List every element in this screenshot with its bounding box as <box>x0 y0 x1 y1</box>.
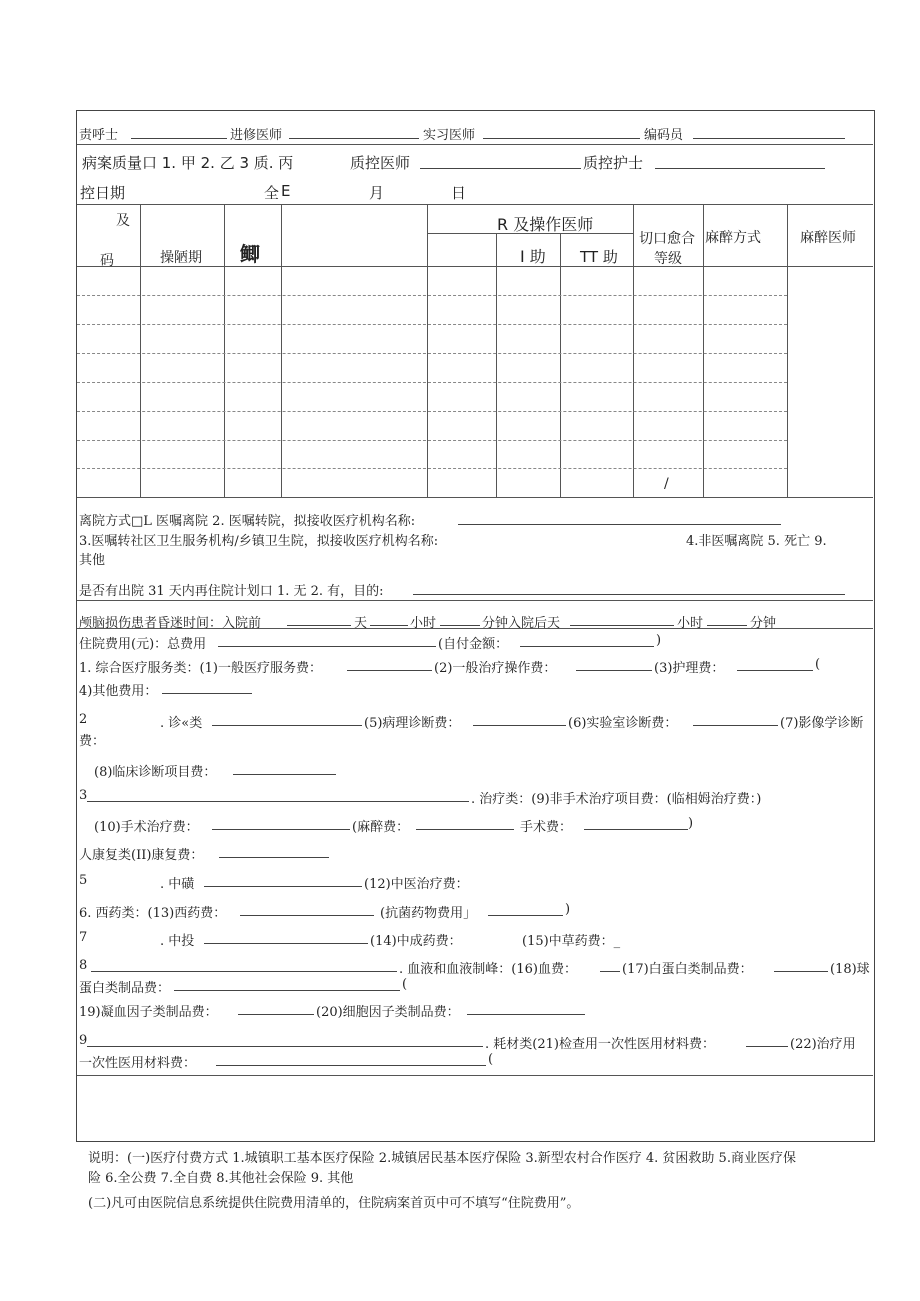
col-sep-1 <box>140 204 141 497</box>
clinical-diagnosis-fee[interactable] <box>233 774 336 775</box>
qc-doctor-field[interactable] <box>420 168 581 169</box>
coma-after-days[interactable] <box>570 625 674 626</box>
coma-day-unit: 天 <box>354 616 368 631</box>
col-sep-2 <box>224 204 225 497</box>
coma-hour-unit: 小时 <box>410 616 437 631</box>
cat7-label: . 中投 <box>160 934 195 949</box>
item18-cont: 蛋白类制品费： <box>79 981 171 996</box>
col-sep-4 <box>427 204 428 497</box>
col-header-assist1: I 助 <box>520 247 546 266</box>
surgery-fee-label: 手术费： <box>520 820 573 835</box>
item17-label: (17)白蛋白类制品费： <box>622 962 753 977</box>
cat5-number: 5 <box>79 873 88 888</box>
col-header-anesthesiologist: 麻醉医师 <box>800 230 856 246</box>
total-cost-label: 住院费用(元)：总费用 <box>79 637 207 652</box>
other-fee[interactable] <box>162 693 252 694</box>
antibiotic-fee[interactable] <box>488 915 563 916</box>
qc-date-year: 全 <box>264 184 280 202</box>
coagulation-fee[interactable] <box>238 1014 314 1015</box>
table-row[interactable] <box>77 382 787 383</box>
self-pay-close: ) <box>656 633 662 648</box>
coma-after-hours[interactable] <box>707 625 747 626</box>
cat3-number: 3 <box>79 788 88 803</box>
blood-fee[interactable] <box>600 971 620 972</box>
treatment-material-fee[interactable] <box>216 1065 486 1066</box>
qc-date-day: 日 <box>451 184 467 202</box>
antibiotic-label: (抗菌药物费用」 <box>380 906 477 921</box>
qc-nurse-label: 质控护士 <box>583 154 644 172</box>
cat9-field[interactable] <box>87 1046 483 1047</box>
item22-tail: ( <box>488 1052 494 1067</box>
cat7-number: 7 <box>79 930 88 945</box>
surgery-fee-close: ) <box>688 816 694 831</box>
table-row[interactable] <box>77 353 787 354</box>
albumin-fee[interactable] <box>774 971 828 972</box>
item18-tail: ( <box>402 977 408 992</box>
col-sep-7 <box>633 204 634 497</box>
anesthesia-fee[interactable] <box>416 829 514 830</box>
coma-before-days[interactable] <box>287 625 351 626</box>
slash-mark: / <box>664 476 669 492</box>
table-bottom-border <box>77 497 873 498</box>
table-row[interactable] <box>77 324 787 325</box>
item4-label: 4)其他费用： <box>79 684 158 699</box>
item7-label: (7)影像学诊断 <box>780 716 864 731</box>
lab-fee[interactable] <box>693 725 778 726</box>
qc-date-label: 控日期 <box>80 184 126 202</box>
rehab-fee[interactable] <box>219 857 329 858</box>
total-cost-field[interactable] <box>218 646 436 647</box>
divider <box>77 628 873 629</box>
general-service-fee[interactable] <box>347 670 432 671</box>
divider <box>77 144 873 145</box>
intern-doctor-field[interactable] <box>483 138 640 139</box>
antibiotic-close: ) <box>565 902 571 917</box>
col-header-operator-group: R 及操作医师 <box>497 215 594 234</box>
western-drug-fee[interactable] <box>240 915 374 916</box>
cat9-number: 9 <box>79 1033 88 1048</box>
cat5-label: . 中磺 <box>160 877 195 892</box>
item12-label: (12)中医治疗费： <box>364 877 469 892</box>
coma-hour2-unit: 小时 <box>677 616 704 631</box>
table-row[interactable] <box>77 468 787 469</box>
cat4-label: 人康复类(II)康复费： <box>79 848 204 863</box>
self-pay-field[interactable] <box>520 646 654 647</box>
coma-min2-unit: 分钟 <box>750 616 777 631</box>
diagnosis-fee[interactable] <box>212 725 362 726</box>
pathology-fee[interactable] <box>473 725 566 726</box>
cat2-label: . 诊«类 <box>160 716 203 731</box>
trainee-doctor-field[interactable] <box>289 138 419 139</box>
head-nurse-label: 责呼士 <box>79 128 119 143</box>
col-sep-3 <box>281 204 282 497</box>
col-header-code-top: 及 <box>116 213 130 229</box>
col-sep-6 <box>560 233 561 497</box>
cat9-label: . 耗材类(21)检查用一次性医用材料费： <box>485 1037 715 1052</box>
col-header-code-bottom: 码 <box>100 253 114 269</box>
surgery-fee[interactable] <box>584 829 688 830</box>
cat6-label: 6. 西药类：(13)西药费： <box>79 906 227 921</box>
discharge-other-options: 4.非医嘱离院 5. 死亡 9. <box>686 534 827 549</box>
trainee-doctor-label: 进修医师 <box>230 128 283 143</box>
cat8-label: . 血液和血液制峰：(16)血费： <box>399 962 577 977</box>
item5-label: (5)病理诊断费： <box>364 716 461 731</box>
note-payment-methods: 说明：(一)医疗付费方式 1.城镇职工基本医疗保险 2.城镇居民基本医疗保险 3.新型农村合作医疗 4. 贫困救助 5.商业医疗保 <box>88 1151 796 1166</box>
cat8-field[interactable] <box>91 971 397 972</box>
qc-doctor-label: 质控医师 <box>350 154 411 172</box>
readmission-purpose-field[interactable] <box>413 594 845 595</box>
col-header-level: 鲫 <box>240 242 260 266</box>
quality-grade-label: 病案质量口 1. 甲 2. 乙 3 质. 丙 <box>82 154 294 172</box>
col-sep-5 <box>496 233 497 497</box>
table-row[interactable] <box>77 440 787 441</box>
table-top-border <box>77 204 873 205</box>
tcm-fee[interactable] <box>204 886 362 887</box>
item3-tail: ( <box>815 657 821 672</box>
item22-label: (22)治疗用 <box>790 1037 856 1052</box>
cytokine-fee[interactable] <box>467 1014 585 1015</box>
tcm-drug-fee[interactable] <box>204 943 368 944</box>
qc-date-month: 月 <box>369 184 385 202</box>
col-header-incision-line1: 切口愈合 <box>639 231 695 247</box>
item6-label: (6)实验室诊断费： <box>568 716 678 731</box>
cat1-label: 1. 综合医疗服务类：(1)一般医疗服务费： <box>79 661 322 676</box>
globulin-fee[interactable] <box>174 990 400 991</box>
divider <box>77 600 873 601</box>
item3-label: (3)护理费： <box>654 661 725 676</box>
coma-time-label: 颅脑损伤患者昏迷时间：入院前 <box>79 616 262 631</box>
note-payment-methods-cont: 险 6.全公费 7.全自费 8.其他社会保险 9. 其他 <box>88 1171 354 1186</box>
coder-field[interactable] <box>693 138 845 139</box>
head-nurse-field[interactable] <box>131 138 227 139</box>
item19-label: 19)凝血因子类制品费： <box>79 1005 218 1020</box>
col-header-anesthesia-method: 麻醉方式 <box>705 230 761 246</box>
item15-label: (15)中草药费：_ <box>522 934 621 949</box>
item8-label: (8)临床诊断项目费： <box>94 765 217 780</box>
transfer-institution-field[interactable] <box>458 524 781 525</box>
readmission-plan: 是否有出院 31 天内再住院计划口 1. 无 2. 有，目的: <box>79 584 384 599</box>
discharge-community: 3.医嘱转社区卫生服务机构/乡镇卫生院，拟接收医疗机构名称: <box>79 534 439 549</box>
table-row[interactable] <box>77 411 787 412</box>
general-treatment-fee[interactable] <box>576 670 652 671</box>
coma-after-label: 分钟入院后天 <box>482 616 561 631</box>
intern-doctor-label: 实习医师 <box>423 128 476 143</box>
item14-label: (14)中成药费： <box>370 934 462 949</box>
col-header-date: 操陋期 <box>160 250 202 266</box>
cat8-number: 8 <box>79 958 88 973</box>
cat3-field[interactable] <box>87 801 469 802</box>
nursing-fee[interactable] <box>737 670 813 671</box>
item20-label: (20)细胞因子类制品费： <box>316 1005 460 1020</box>
item7-cont: 费： <box>79 734 106 749</box>
item2-label: (2)一般治疗操作费： <box>434 661 557 676</box>
col-header-assist2: TT 助 <box>580 248 618 266</box>
col-sep-8 <box>703 204 704 497</box>
surgery-treatment-fee[interactable] <box>212 829 350 830</box>
qc-date-e: E <box>281 182 291 200</box>
exam-material-fee[interactable] <box>746 1046 788 1047</box>
anesthesia-fee-label: (麻醉费： <box>352 820 410 835</box>
discharge-other: 其他 <box>79 553 106 568</box>
note-cost-list: (二)凡可由医院信息系统提供住院费用清单的，住院病案首页中可不填写“住院费用”。 <box>88 1196 580 1211</box>
item18-label: (18)球 <box>830 962 870 977</box>
col-header-incision-line2: 等级 <box>654 251 682 267</box>
item10-label: (10)手术治疗费： <box>94 820 199 835</box>
cat2-number: 2 <box>79 712 88 727</box>
coma-before-hours[interactable] <box>370 625 408 626</box>
divider <box>77 1075 873 1076</box>
cat3-label: . 治疗类：(9)非手术治疗项目费：(临相姆治疗费：) <box>471 792 762 807</box>
coder-label: 编码员 <box>644 128 684 143</box>
col-sep-9 <box>787 204 788 497</box>
table-row[interactable] <box>77 295 787 296</box>
self-pay-label: (自付金额： <box>438 637 509 652</box>
item22-cont: 一次性医用材料费： <box>79 1056 197 1071</box>
discharge-method: 离院方式□L 医嘱离院 2. 医嘱转院，拟接收医疗机构名称: <box>79 514 416 529</box>
qc-nurse-field[interactable] <box>655 168 825 169</box>
coma-before-minutes[interactable] <box>440 625 480 626</box>
